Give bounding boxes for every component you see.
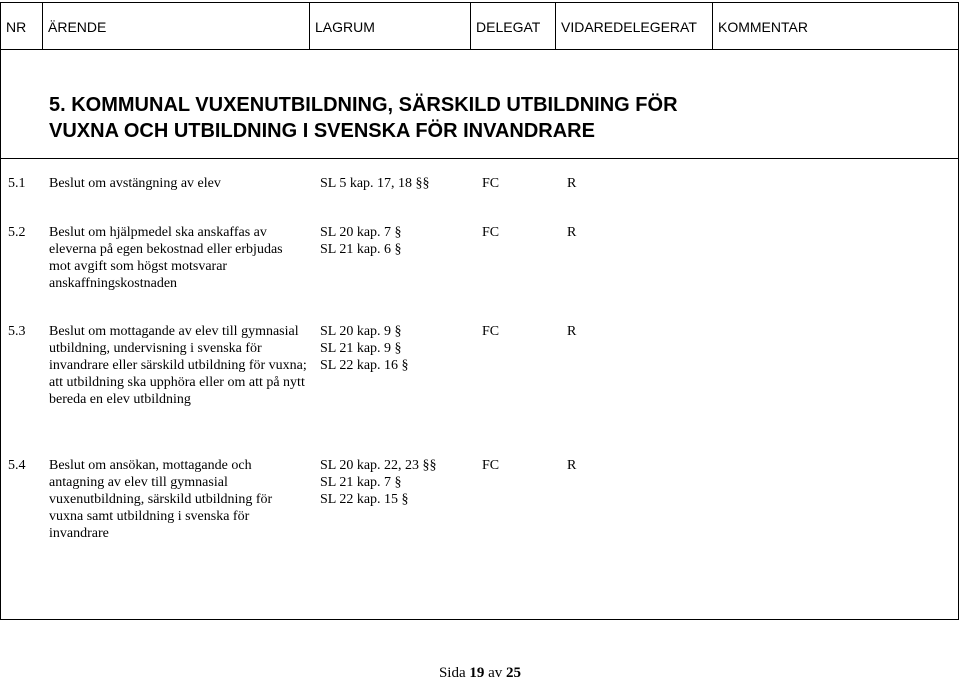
row-arende: Beslut om mottagande av elev till gymnasial utbildning, undervisning i svenska för invandrare eller särskild utbildning för vuxna; att utbildning ska upphöra eller om att på nytt bereda en elev utbildning (49, 324, 307, 407)
row-arende: Beslut om hjälpmedel ska anskaffas av eleverna på egen bekostnad eller erbjudas mot avgift som högst motsvarar anskaffningskostnaden (49, 225, 283, 291)
footer-page-number: 19 (469, 665, 485, 681)
row-vidaredelegerat: R (567, 458, 577, 473)
table-header-row (1, 3, 959, 50)
row-delegat: FC (482, 324, 500, 339)
footer-total-pages: 25 (506, 665, 522, 681)
row-lagrum: SL 20 kap. 7 § SL 21 kap. 6 § (320, 225, 402, 257)
row-lagrum: SL 20 kap. 9 § SL 21 kap. 9 § SL 22 kap. 16 § (320, 324, 409, 373)
row-number: 5.4 (8, 458, 26, 473)
footer-middle: av (488, 665, 503, 681)
column-header-arende: ÄRENDE (43, 3, 310, 50)
row-vidaredelegerat: R (567, 225, 577, 240)
row-lagrum: SL 20 kap. 22, 23 §§ SL 21 kap. 7 § SL 22 kap. 15 § (320, 458, 437, 507)
row-arende: Beslut om avstängning av elev (49, 176, 221, 191)
row-delegat: FC (482, 458, 500, 473)
delegation-rows-cell (1, 159, 959, 620)
row-lagrum: SL 5 kap. 17, 18 §§ (320, 176, 430, 191)
section-heading: 5. KOMMUNAL VUXENUTBILDNING, SÄRSKILD UTBILDNING FÖR VUXNA OCH UTBILDNING I SVENSKA FÖR INVANDRARE (49, 94, 678, 142)
page-footer (0, 665, 960, 682)
row-number: 5.1 (8, 176, 26, 191)
column-header-delegat: DELEGAT (471, 3, 556, 50)
row-vidaredelegerat: R (567, 176, 577, 191)
section-heading-cell (1, 50, 959, 159)
row-vidaredelegerat: R (567, 324, 577, 339)
row-delegat: FC (482, 225, 500, 240)
column-header-lagrum: LAGRUM (310, 3, 471, 50)
row-delegat: FC (482, 176, 500, 191)
delegation-table (0, 2, 959, 620)
footer-prefix: Sida (438, 665, 466, 681)
row-number: 5.3 (8, 324, 26, 339)
row-arende: Beslut om ansökan, mottagande och antagning av elev till gymnasial vuxenutbildning, särskild utbildning för vuxna samt utbildning i svenska för invandrare (49, 458, 273, 541)
column-header-nr: NR (1, 3, 43, 50)
row-number: 5.2 (8, 225, 26, 240)
column-header-vidaredelegerat: VIDAREDELEGERAT (556, 3, 713, 50)
column-header-kommentar: KOMMENTAR (713, 3, 959, 50)
